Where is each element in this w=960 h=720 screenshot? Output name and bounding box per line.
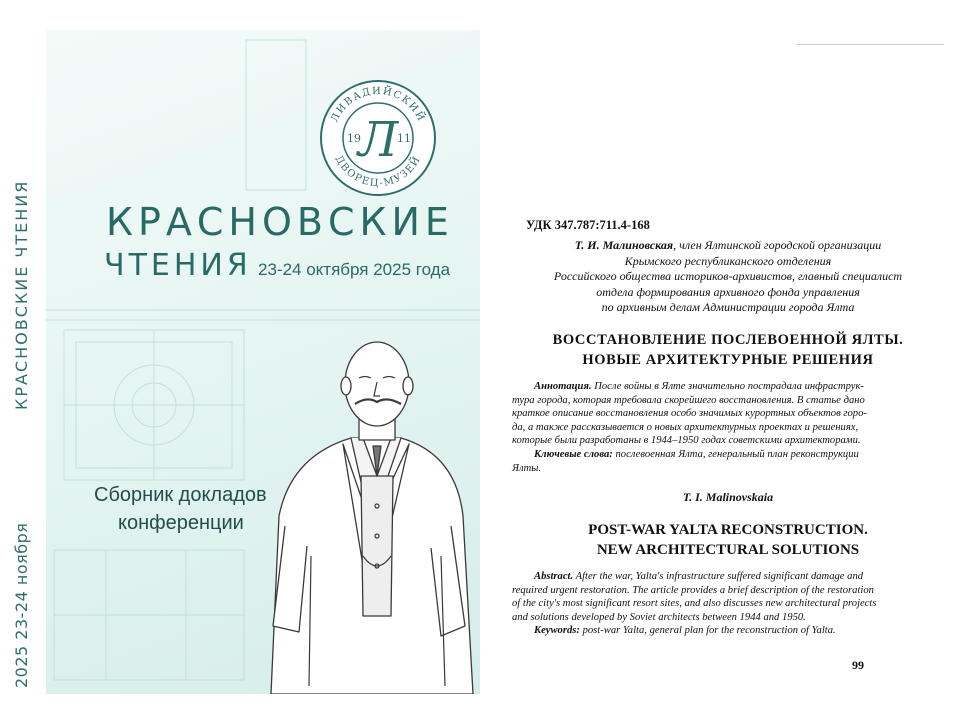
keywords-ru-text: послевоенная Ялта, генеральный план реконструкции: [615, 448, 859, 460]
cover-title-line-2: ЧТЕНИЯ: [104, 248, 252, 283]
keywords-ru-line: [512, 448, 944, 462]
emblem-top-text: ЛИВАДИЙСКИЙ: [329, 85, 427, 125]
abstract-ru-label: Аннотация.: [534, 381, 592, 392]
abstract-ru-line: краткое описание восстановления особо значимых курортных объектов горо-: [512, 408, 867, 420]
udk-code: УДК 347.787:711.4-168: [526, 218, 650, 232]
abstract-en: [512, 570, 944, 638]
spine-date: 2025 23-24 ноября: [12, 522, 31, 688]
cover-subtitle-line-2: конференции: [118, 512, 244, 534]
keywords-en-text: post-war Yalta, general plan for the reconstruction of Yalta.: [582, 625, 836, 637]
title-ru-line: ВОССТАНОВЛЕНИЕ ПОСЛЕВОЕННОЙ ЯЛТЫ.: [552, 332, 904, 348]
title-ru-line: НОВЫЕ АРХИТЕКТУРНЫЕ РЕШЕНИЯ: [582, 352, 874, 368]
author-line: по архивным делам Администрации города Ялта: [601, 300, 855, 314]
portrait-illustration: [251, 326, 480, 694]
abstract-ru-line: тура города, которая требовала скорейшего восстановления. В статье дано: [512, 394, 865, 406]
article-page: [496, 30, 960, 694]
emblem-year-right: 11: [397, 132, 411, 145]
abstract-ru-line: которые были разработаны в 1944–1950 годах советскими архитекторами.: [512, 435, 861, 447]
author-line: отдела формирования архивного фонда управления: [596, 284, 860, 299]
spine-title: КРАСНОВСКИЕ ЧТЕНИЯ: [12, 179, 31, 410]
abstract-ru-line: да, а также рассказывается о новых архитектурных проектах и решениях,: [512, 421, 859, 433]
page-top-rule: [796, 44, 944, 45]
author-line: Т. И. Малиновская, член Ялтинской городской организации: [574, 238, 882, 252]
article-title-en: [506, 520, 950, 560]
cover-dates: 23-24 октября 2025 года: [258, 260, 451, 279]
abstract-en-line: [512, 570, 944, 584]
author-affiliation: [506, 238, 950, 316]
title-en-line: POST-WAR YALTA RECONSTRUCTION.: [588, 522, 868, 538]
museum-emblem-logo: [318, 78, 438, 198]
abstract-en-text: After the war, Yalta's infrastructure suffered significant damage and: [575, 571, 864, 582]
emblem-bottom-text: ДВОРЕЦ-МУЗЕЙ: [332, 154, 424, 190]
article-title-ru: [506, 330, 950, 370]
keywords-en-label: Keywords:: [534, 625, 580, 637]
cover-title-line-1: КРАСНОВСКИЕ: [106, 200, 454, 244]
abstract-ru-line: [512, 380, 944, 394]
book-cover: [46, 30, 480, 694]
abstract-en-line: and solutions developed by Soviet architects between 1944 and 1950.: [512, 611, 806, 623]
cover-subtitle-line-1: Сборник докладов: [94, 484, 267, 506]
author-line: Крымского республиканского отделения: [624, 253, 832, 268]
abstract-en-line: of the city's most significant resort sites, and also discusses new architectural projects: [512, 598, 877, 610]
emblem-year-left: 19: [347, 132, 361, 145]
keywords-ru-label: Ключевые слова:: [534, 448, 613, 460]
author-line: Российского общества историков-архивистов, главный специалист: [553, 269, 903, 283]
abstract-ru-text: После войны в Ялте значительно пострадала инфраструк-: [594, 381, 864, 392]
emblem-letter: Л: [357, 112, 399, 168]
keywords-en-line: [512, 624, 944, 638]
abstract-en-line: required urgent restoration. The article provides a brief description of the restoration: [512, 584, 874, 596]
keywords-ru-line: Ялты.: [512, 462, 542, 474]
page-number: 99: [852, 658, 864, 672]
abstract-ru: [512, 380, 944, 475]
title-en-line: NEW ARCHITECTURAL SOLUTIONS: [596, 542, 860, 558]
author-en: T. I. Malinovskaia: [682, 490, 774, 504]
abstract-en-label: Abstract.: [534, 571, 574, 582]
